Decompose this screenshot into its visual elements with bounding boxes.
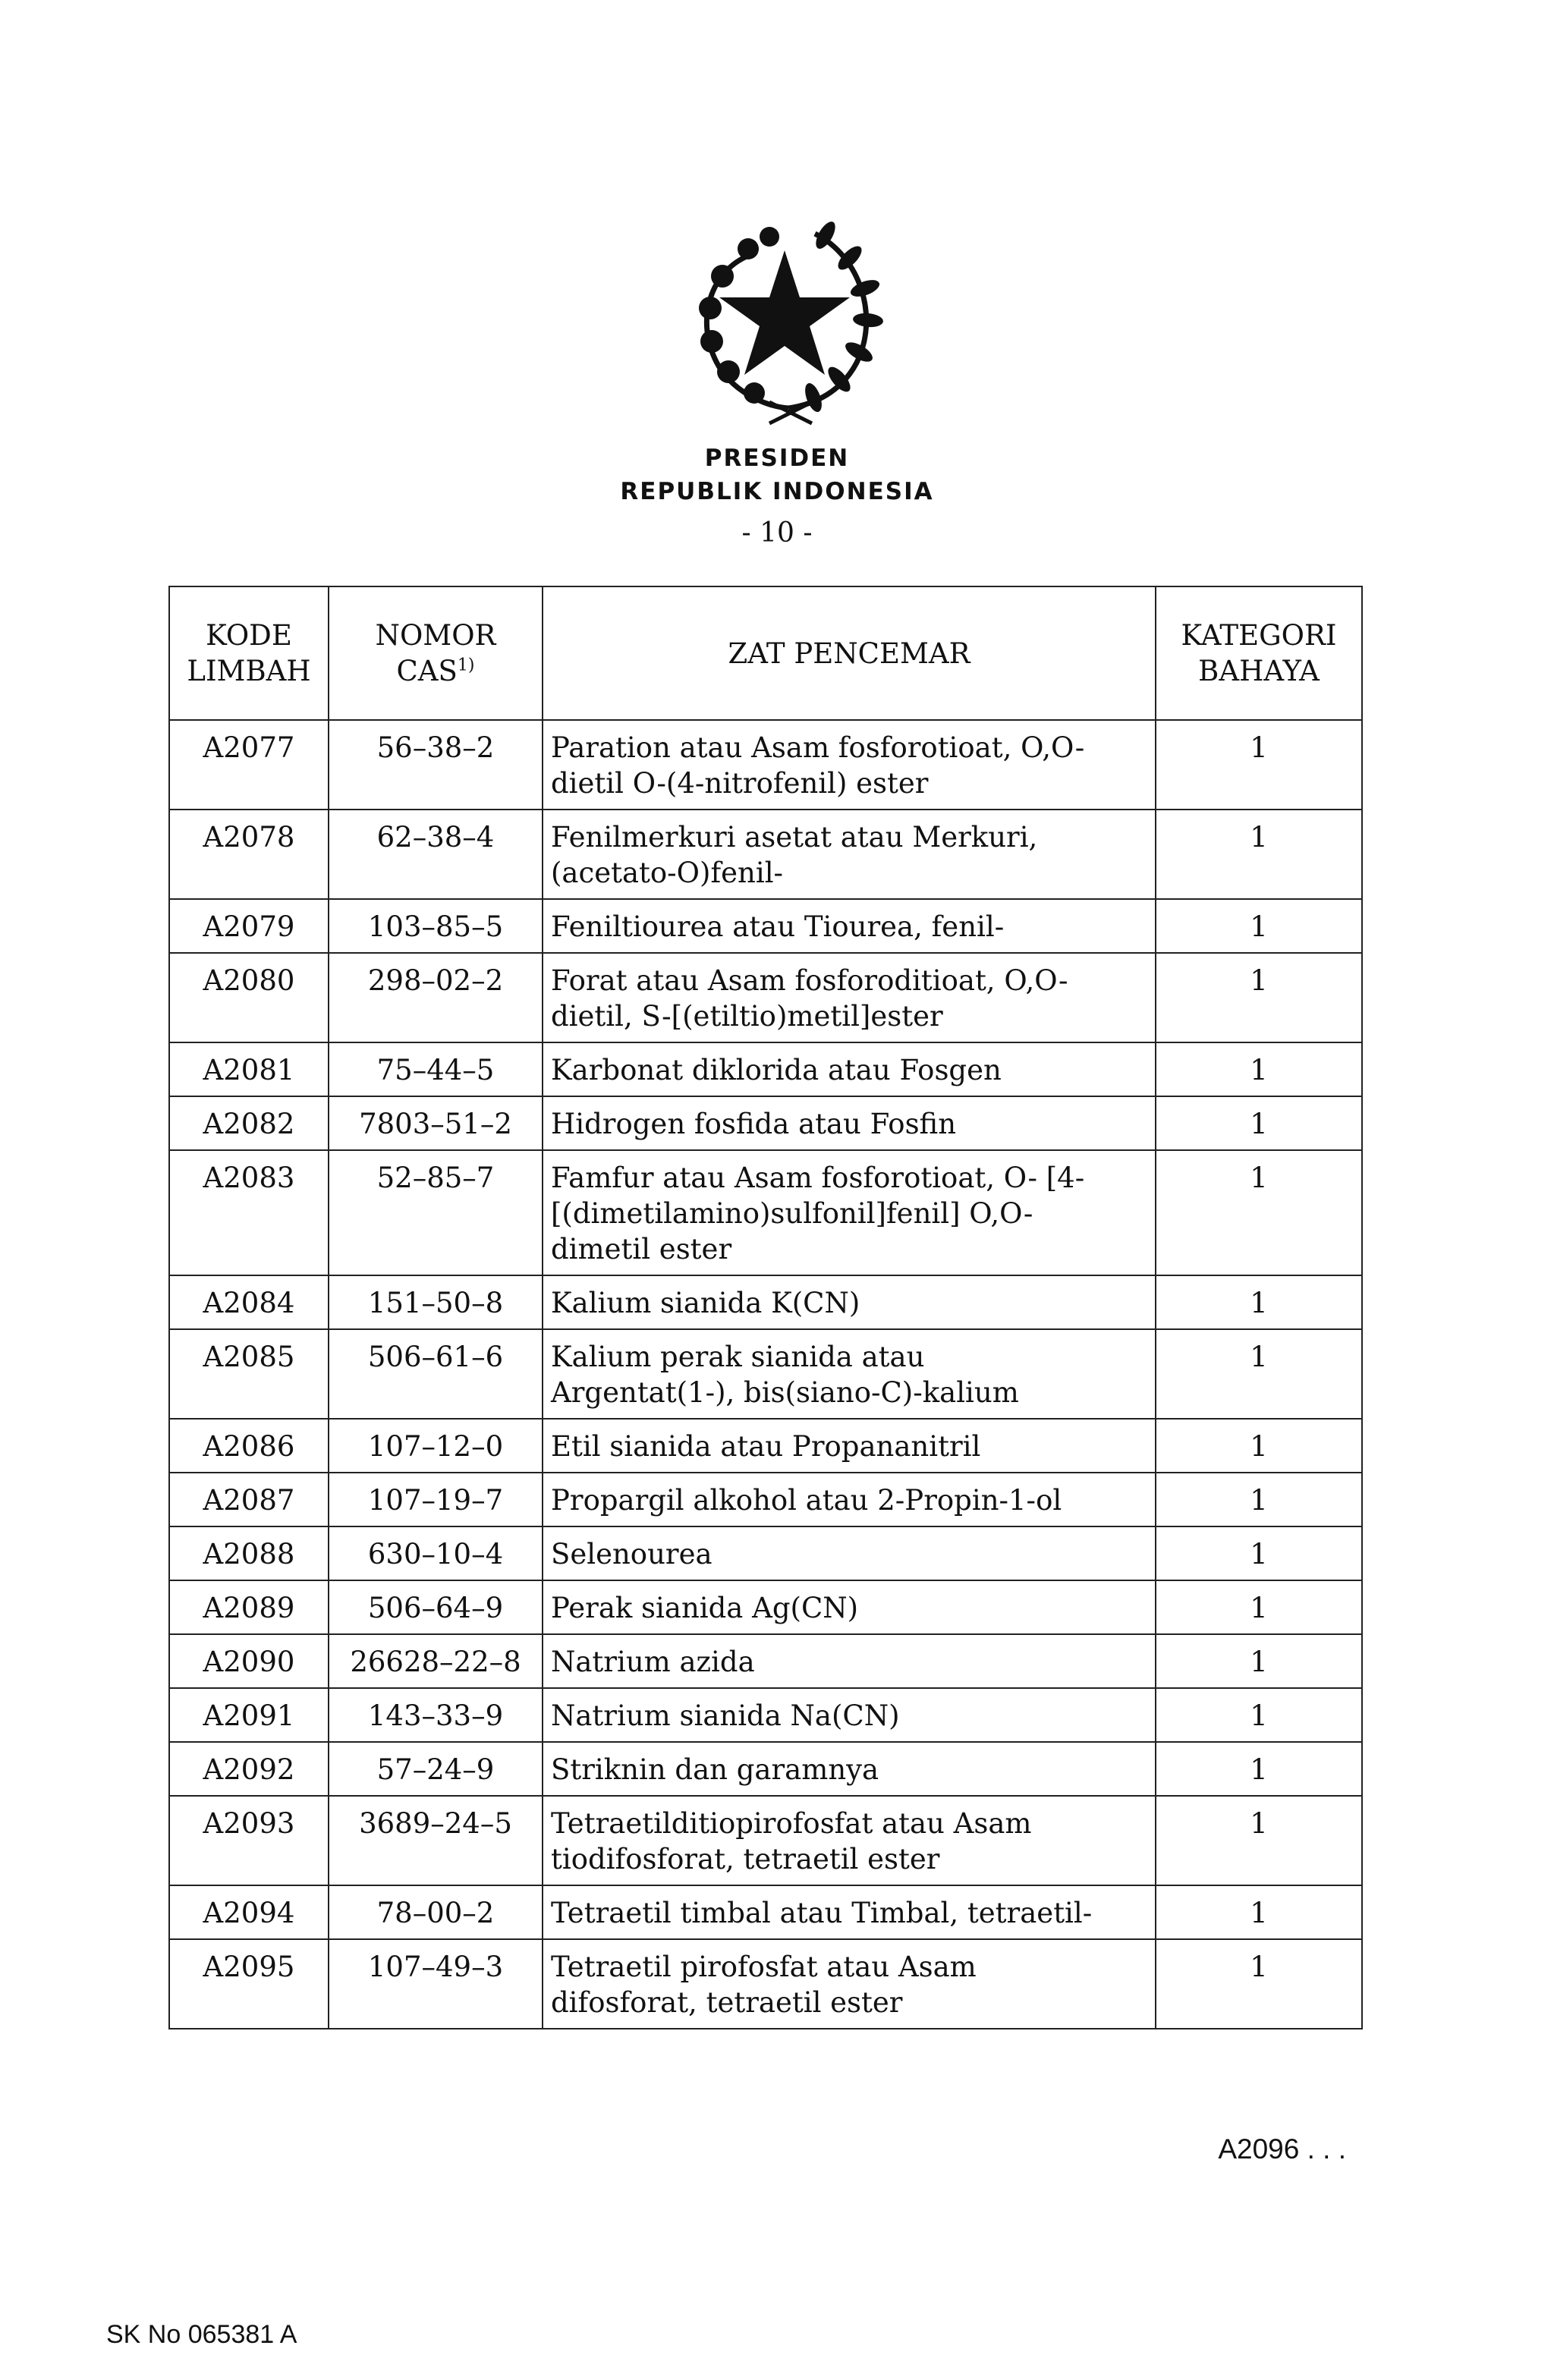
table-row <box>169 720 1362 810</box>
cas-number-cell: 107–12–0 <box>329 1419 543 1473</box>
waste-code-cell: A2094 <box>169 1885 329 1939</box>
column-header-category: KATEGORI BAHAYA <box>1156 586 1362 720</box>
table-row <box>169 1688 1362 1742</box>
substance-name-line: Natrium sianida Na(CN) <box>551 1699 900 1732</box>
cas-number-cell: 107–49–3 <box>329 1939 543 2029</box>
hazard-category-cell: 1 <box>1156 1526 1362 1580</box>
substance-name-cell <box>543 953 1156 1042</box>
column-header-substance: ZAT PENCEMAR <box>543 586 1156 720</box>
cas-number-cell: 62–38–4 <box>329 810 543 899</box>
waste-code-cell: A2079 <box>169 899 329 953</box>
substance-name-line: Feniltiourea atau Tiourea, fenil- <box>551 910 1005 943</box>
substance-name-line: Striknin dan garamnya <box>551 1753 879 1786</box>
waste-code-cell: A2077 <box>169 720 329 810</box>
waste-code-cell: A2078 <box>169 810 329 899</box>
waste-code-cell: A2095 <box>169 1939 329 2029</box>
cas-number-cell: 56–38–2 <box>329 720 543 810</box>
substance-name-line: dietil, S-[(etiltio)metil]ester <box>551 1000 943 1033</box>
substance-name-line: [(dimetilamino)sulfonil]fenil] O,O- <box>551 1197 1033 1230</box>
table-row <box>169 1939 1362 2029</box>
table-row <box>169 953 1362 1042</box>
waste-code-cell: A2081 <box>169 1042 329 1096</box>
substance-name-cell <box>543 1473 1156 1526</box>
cas-number-cell: 78–00–2 <box>329 1885 543 1939</box>
substance-name-cell <box>543 1939 1156 2029</box>
waste-code-cell: A2087 <box>169 1473 329 1526</box>
waste-code-cell: A2084 <box>169 1275 329 1329</box>
hazard-category-cell: 1 <box>1156 1796 1362 1885</box>
state-emblem-icon <box>663 203 894 431</box>
table-row <box>169 810 1362 899</box>
substance-name-line: Perak sianida Ag(CN) <box>551 1592 859 1624</box>
waste-code-cell: A2091 <box>169 1688 329 1742</box>
table-row <box>169 1885 1362 1939</box>
substance-name-line: dietil O-(4-nitrofenil) ester <box>551 767 929 800</box>
substance-name-line: Natrium azida <box>551 1646 755 1678</box>
table-row <box>169 1275 1362 1329</box>
waste-code-cell: A2086 <box>169 1419 329 1473</box>
substance-name-line: Tetraetilditiopirofosfat atau Asam <box>551 1807 1032 1840</box>
substance-name-line: Paration atau Asam fosforotioat, O,O- <box>551 731 1085 764</box>
table-row <box>169 1580 1362 1634</box>
substance-name-cell <box>543 1275 1156 1329</box>
waste-code-cell: A2080 <box>169 953 329 1042</box>
substance-name-line: Propargil alkohol atau 2-Propin-1-ol <box>551 1484 1062 1517</box>
hazard-category-cell: 1 <box>1156 1939 1362 2029</box>
substance-name-cell <box>543 720 1156 810</box>
header-title-republik: REPUBLIK INDONESIA <box>620 478 934 505</box>
substance-name-line: (acetato-O)fenil- <box>551 857 784 889</box>
cas-number-cell: 151–50–8 <box>329 1275 543 1329</box>
substance-name-line: Famfur atau Asam fosforotioat, O- [4- <box>551 1162 1085 1194</box>
substance-name-line: Karbonat diklorida atau Fosgen <box>551 1054 1002 1086</box>
cas-number-cell: 52–85–7 <box>329 1150 543 1275</box>
substance-name-cell <box>543 1042 1156 1096</box>
substance-name-cell <box>543 1796 1156 1885</box>
substance-name-cell <box>543 1329 1156 1419</box>
table-row <box>169 1042 1362 1096</box>
substance-name-line: Etil sianida atau Propananitril <box>551 1430 981 1463</box>
waste-code-cell: A2088 <box>169 1526 329 1580</box>
substance-name-cell <box>543 810 1156 899</box>
substance-name-line: Kalium sianida K(CN) <box>551 1287 860 1319</box>
substance-name-line: dimetil ester <box>551 1233 732 1265</box>
column-header-cas: NOMOR CAS$^{1)}$ <box>329 586 543 720</box>
hazard-category-cell: 1 <box>1156 810 1362 899</box>
cas-number-cell: 298–02–2 <box>329 953 543 1042</box>
table-row <box>169 1150 1362 1275</box>
table-row <box>169 1634 1362 1688</box>
substance-name-line: Argentat(1-), bis(siano-C)-kalium <box>551 1376 1019 1409</box>
hazard-category-cell: 1 <box>1156 1150 1362 1275</box>
substance-name-line: difosforat, tetraetil ester <box>551 1986 903 2019</box>
hazard-category-cell: 1 <box>1156 1096 1362 1150</box>
column-header-code: KODE LIMBAH <box>169 586 329 720</box>
cas-number-cell: 57–24–9 <box>329 1742 543 1796</box>
cas-number-cell: 143–33–9 <box>329 1688 543 1742</box>
hazard-category-cell: 1 <box>1156 1042 1362 1096</box>
cas-number-cell: 107–19–7 <box>329 1473 543 1526</box>
table-row <box>169 1796 1362 1885</box>
waste-code-cell: A2083 <box>169 1150 329 1275</box>
table-row <box>169 1473 1362 1526</box>
table-body <box>169 720 1362 2029</box>
hazard-category-cell: 1 <box>1156 1885 1362 1939</box>
hazard-category-cell: 1 <box>1156 899 1362 953</box>
hazard-category-cell: 1 <box>1156 1742 1362 1796</box>
document-number: SK No 065381 A <box>106 2320 297 2349</box>
substance-name-line: tiodifosforat, tetraetil ester <box>551 1843 940 1875</box>
substance-name-line: Tetraetil timbal atau Timbal, tetraetil- <box>551 1897 1093 1929</box>
waste-code-cell: A2085 <box>169 1329 329 1419</box>
table-row <box>169 1526 1362 1580</box>
cas-number-cell: 630–10–4 <box>329 1526 543 1580</box>
hazard-category-cell: 1 <box>1156 1473 1362 1526</box>
table-row <box>169 1419 1362 1473</box>
table-row <box>169 1329 1362 1419</box>
cas-number-cell: 3689–24–5 <box>329 1796 543 1885</box>
cas-number-cell: 506–61–6 <box>329 1329 543 1419</box>
substance-name-line: Forat atau Asam fosforoditioat, O,O- <box>551 964 1068 997</box>
substance-name-line: Selenourea <box>551 1538 713 1570</box>
waste-code-cell: A2093 <box>169 1796 329 1885</box>
substance-name-cell <box>543 1634 1156 1688</box>
hazard-category-cell: 1 <box>1156 1580 1362 1634</box>
substance-name-line: Tetraetil pirofosfat atau Asam <box>551 1951 977 1983</box>
hazard-category-cell: 1 <box>1156 1419 1362 1473</box>
table-row <box>169 1742 1362 1796</box>
page-number: - 10 - <box>741 517 813 549</box>
cas-number-cell: 506–64–9 <box>329 1580 543 1634</box>
substance-name-cell <box>543 1150 1156 1275</box>
substance-name-cell <box>543 1580 1156 1634</box>
substance-name-line: Kalium perak sianida atau <box>551 1341 925 1373</box>
cas-number-cell: 26628–22–8 <box>329 1634 543 1688</box>
hazard-category-cell: 1 <box>1156 953 1362 1042</box>
waste-code-cell: A2090 <box>169 1634 329 1688</box>
table-row <box>169 899 1362 953</box>
waste-code-cell: A2092 <box>169 1742 329 1796</box>
table-row <box>169 1096 1362 1150</box>
substance-name-cell <box>543 1419 1156 1473</box>
substance-name-line: Fenilmerkuri asetat atau Merkuri, <box>551 821 1038 854</box>
substance-name-cell <box>543 1688 1156 1742</box>
waste-code-cell: A2082 <box>169 1096 329 1150</box>
hazard-category-cell: 1 <box>1156 1275 1362 1329</box>
cas-number-cell: 103–85–5 <box>329 899 543 953</box>
hazard-category-cell: 1 <box>1156 1634 1362 1688</box>
header-title-presiden: PRESIDEN <box>704 445 850 472</box>
hazard-category-cell: 1 <box>1156 720 1362 810</box>
cas-number-cell: 75–44–5 <box>329 1042 543 1096</box>
substance-name-line: Hidrogen fosfida atau Fosfin <box>551 1108 957 1140</box>
table-header-row <box>169 586 1362 720</box>
continuation-marker: A2096 . . . <box>1218 2133 1346 2165</box>
substance-name-cell <box>543 1885 1156 1939</box>
substance-name-cell <box>543 1742 1156 1796</box>
waste-code-cell: A2089 <box>169 1580 329 1634</box>
hazard-category-cell: 1 <box>1156 1688 1362 1742</box>
substance-name-cell <box>543 1096 1156 1150</box>
substance-name-cell <box>543 1526 1156 1580</box>
waste-substance-table <box>168 586 1363 2029</box>
cas-number-cell: 7803–51–2 <box>329 1096 543 1150</box>
hazard-category-cell: 1 <box>1156 1329 1362 1419</box>
substance-name-cell <box>543 899 1156 953</box>
